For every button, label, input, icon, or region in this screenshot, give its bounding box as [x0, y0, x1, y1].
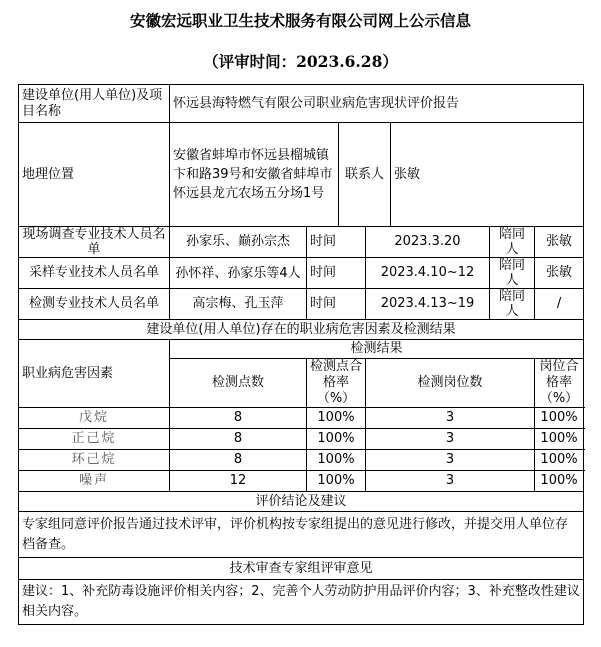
- hazard-name: 正己烷: [19, 429, 170, 450]
- table-row: [19, 450, 584, 471]
- table-row: [19, 580, 584, 625]
- page-title: 安徽宏远职业卫生技术服务有限公司网上公示信息: [129, 11, 471, 30]
- table-row: [19, 227, 584, 258]
- hazard-name: 噪声: [19, 471, 170, 492]
- factor-header: 职业病危害因素: [19, 340, 170, 408]
- personnel-date: 2023.4.10~12: [366, 258, 490, 289]
- table-row: [19, 320, 584, 340]
- time-label: 时间: [307, 258, 366, 289]
- hazard-post-rate: 100%: [535, 450, 584, 471]
- hazard-name: 环己烷: [19, 450, 170, 471]
- personnel-role: 检测专业技术人员名单: [19, 289, 170, 320]
- opinion-text: 建议：1、补充防毒设施评价相关内容；2、完善个人劳动防护用品评价内容；3、补充整改性建议相关内容。: [19, 580, 584, 625]
- conclusion-title: 评价结论及建议: [19, 492, 584, 512]
- table-row: [19, 512, 584, 558]
- hazard-posts: 3: [366, 429, 535, 450]
- hazards-section-title: 建设单位(用人单位)存在的职业病危害因素及检测结果: [19, 320, 584, 340]
- table-row: [19, 471, 584, 492]
- hazard-posts: 3: [366, 450, 535, 471]
- hazard-posts: 3: [366, 408, 535, 429]
- accompany-label: 陪同人: [490, 289, 535, 320]
- hazard-points: 8: [170, 408, 307, 429]
- personnel-names: 孙家乐、巅孙宗杰: [170, 227, 307, 258]
- review-time: （评审时间：2023.6.28）: [203, 52, 398, 71]
- table-row: [19, 558, 584, 580]
- hazard-points: 12: [170, 471, 307, 492]
- hazard-point-rate: 100%: [307, 408, 366, 429]
- personnel-names: 孙怀祥、孙家乐等4人: [170, 258, 307, 289]
- unit-label: 建设单位(用人单位)及项目名称: [19, 85, 170, 123]
- location-value: 安徽省蚌埠市怀远县榴城镇卞和路39号和安徽省蚌埠市怀远县龙亢农场五分场1号: [170, 123, 339, 227]
- hazard-name: 戊烷: [19, 408, 170, 429]
- accompany-value: /: [535, 289, 584, 320]
- hazard-points: 8: [170, 429, 307, 450]
- hazard-posts: 3: [366, 471, 535, 492]
- hazard-point-rate: 100%: [307, 471, 366, 492]
- column-header: 检测点数: [170, 359, 307, 408]
- hazard-post-rate: 100%: [535, 471, 584, 492]
- hazard-post-rate: 100%: [535, 429, 584, 450]
- personnel-date: 2023.3.20: [366, 227, 490, 258]
- table-row: [19, 123, 584, 227]
- personnel-names: 高宗梅、孔玉萍: [170, 289, 307, 320]
- table-row: [19, 340, 584, 359]
- hazard-point-rate: 100%: [307, 450, 366, 471]
- table-row: [19, 429, 584, 450]
- unit-value: 怀远县海特燃气有限公司职业病危害现状评价报告: [170, 85, 584, 123]
- opinion-title: 技术审查专家组评审意见: [19, 558, 584, 580]
- conclusion-text: 专家组同意评价报告通过技术评审，评价机构按专家组提出的意见进行修改，并提交用人单位存档备查。: [19, 512, 584, 558]
- location-label: 地理位置: [19, 123, 170, 227]
- column-header: 检测点合格率（%）: [307, 359, 366, 408]
- hazard-post-rate: 100%: [535, 408, 584, 429]
- personnel-role: 现场调查专业技术人员名单: [19, 227, 170, 258]
- hazard-points: 8: [170, 450, 307, 471]
- table-row: [19, 492, 584, 512]
- accompany-label: 陪同人: [490, 258, 535, 289]
- column-header: 岗位合格率（%）: [535, 359, 584, 408]
- time-label: 时间: [307, 227, 366, 258]
- table-row: [19, 258, 584, 289]
- personnel-date: 2023.4.13~19: [366, 289, 490, 320]
- table-row: [19, 85, 584, 123]
- accompany-value: 张敏: [535, 227, 584, 258]
- disclosure-table: [18, 84, 584, 625]
- table-row: [19, 289, 584, 320]
- column-header: 检测岗位数: [366, 359, 535, 408]
- time-label: 时间: [307, 289, 366, 320]
- accompany-value: 张敏: [535, 258, 584, 289]
- results-header: 检测结果: [170, 340, 584, 359]
- contact-label: 联系人: [339, 123, 391, 227]
- personnel-role: 采样专业技术人员名单: [19, 258, 170, 289]
- hazard-point-rate: 100%: [307, 429, 366, 450]
- contact-value: 张敏: [391, 123, 584, 227]
- accompany-label: 陪同人: [490, 227, 535, 258]
- table-row: [19, 408, 584, 429]
